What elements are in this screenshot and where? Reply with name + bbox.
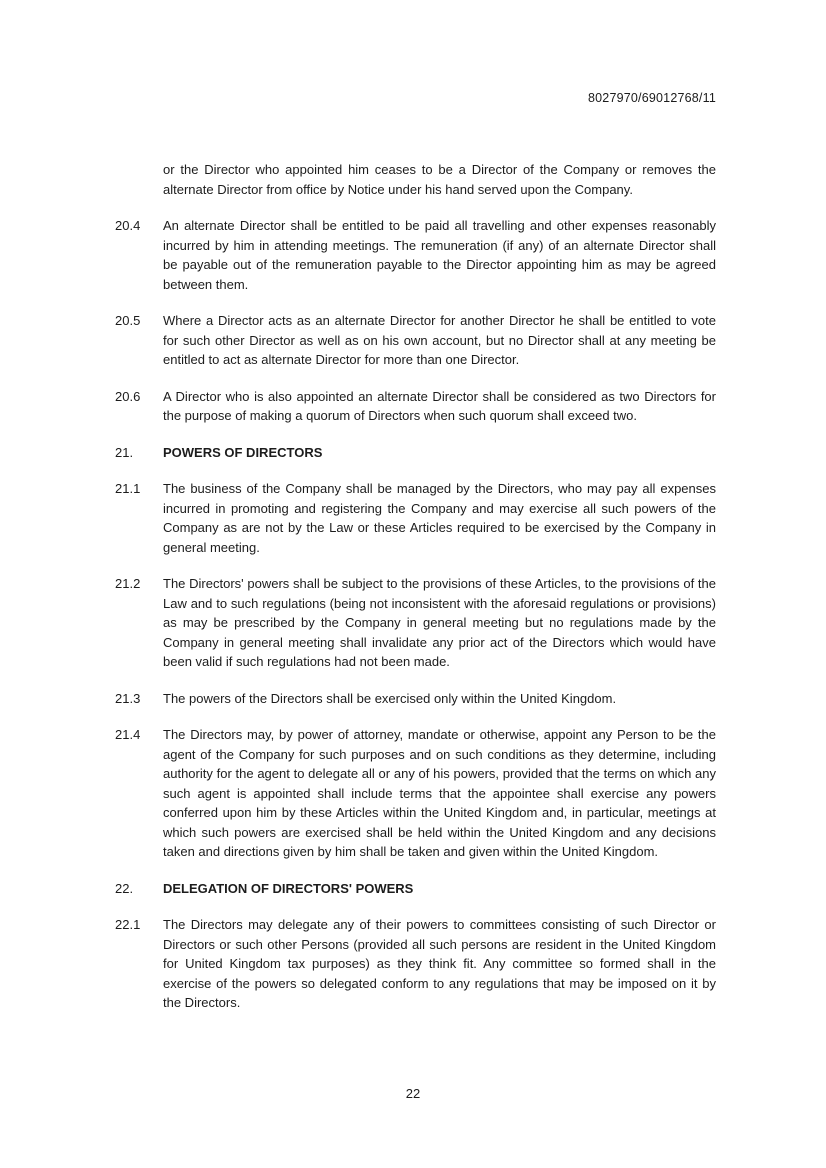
clause-text: Where a Director acts as an alternate Director for another Director he shall be entitled to vote for such other Director as well as on his own account, but no Director shall at any meeting be entitled to act as alternate Director for more than one Director. <box>163 313 716 367</box>
clause-20-5 <box>115 311 716 370</box>
section-heading-21 <box>115 443 716 463</box>
clause-number: 21.4 <box>115 727 141 742</box>
document-footer <box>0 1084 826 1104</box>
section-heading-22 <box>115 879 716 899</box>
clause-number: 21.1 <box>115 481 141 496</box>
clause-22-1 <box>115 915 716 1013</box>
clause-text: The powers of the Directors shall be exercised only within the United Kingdom. <box>163 690 617 706</box>
clause-21-2 <box>115 574 716 672</box>
clause-number: 21.3 <box>115 690 141 706</box>
section-number: 22. <box>115 880 134 896</box>
clause-text: A Director who is also appointed an alternate Director shall be considered as two Directors for the purpose of making a quorum of Directors when such quorum shall exceed two. <box>163 388 716 423</box>
section-title: POWERS OF DIRECTORS <box>163 444 323 460</box>
clause-number <box>115 160 163 199</box>
clause-21-3 <box>115 689 716 709</box>
clause-text: The business of the Company shall be managed by the Directors, who may pay all expenses incurred in promoting and registering the Company and may exercise all such powers of the Company as are not by the Law or these Articles required to be exercised by the Company in general meeting. <box>163 481 716 555</box>
clause-number: 21.2 <box>115 576 141 591</box>
clause-20-6 <box>115 387 716 426</box>
clause-number: 20.4 <box>115 218 141 233</box>
clause-text: An alternate Director shall be entitled to be paid all travelling and other expenses reasonably incurred by him in attending meetings. The remuneration (if any) of an alternate Director shall be payable out of the remuneration payable to the Director appointing him as may be agreed between them. <box>163 218 716 292</box>
clause-text: The Directors may delegate any of their powers to committees consisting of such Director or Directors or such other Persons (provided all such persons are resident in the United Kingdom for United Kingdom tax purposes) as they think fit. Any committee so formed shall in the exercise of the powers so delegated conform to any regulations that may be imposed on it by the Directors. <box>163 917 716 1010</box>
document-body <box>115 160 716 1030</box>
clause-21-4 <box>115 725 716 862</box>
paragraph-continuation <box>115 160 716 199</box>
clause-text: The Directors' powers shall be subject to the provisions of these Articles, to the provisions of the Law and to such regulations (being not inconsistent with the aforesaid regulations or provisions) as may be prescribed by the Company in general meeting but no regulations made by the Company in general meeting shall invalidate any prior act of the Directors which would have been valid if such regulations had not been made. <box>163 576 716 669</box>
clause-text: The Directors may, by power of attorney, mandate or otherwise, appoint any Person to be the agent of the Company for such purposes and on such conditions as they determine, including authority for the agent to delegate all or any of his powers, provided that the terms on which any such agent is appointed shall include terms that the appointee shall exercise any powers conferred upon him by these Articles within the United Kingdom and, in particular, meetings at which such powers are exercised shall be held within the United Kingdom and any decisions taken and directions given by him shall be taken and given within the United Kingdom. <box>163 727 716 859</box>
clause-number: 22.1 <box>115 917 141 932</box>
clause-number: 20.5 <box>115 313 141 328</box>
clause-21-1 <box>115 479 716 557</box>
clause-text: or the Director who appointed him ceases to be a Director of the Company or removes the alternate Director from office by Notice under his hand served upon the Company. <box>163 162 716 197</box>
section-title: DELEGATION OF DIRECTORS' POWERS <box>163 880 414 896</box>
page-number: 22 <box>405 1086 421 1101</box>
section-number: 21. <box>115 444 134 460</box>
clause-20-4 <box>115 216 716 294</box>
clause-number: 20.6 <box>115 388 141 404</box>
document-header <box>0 89 716 109</box>
reference-number: 8027970/69012768/11 <box>587 91 716 105</box>
